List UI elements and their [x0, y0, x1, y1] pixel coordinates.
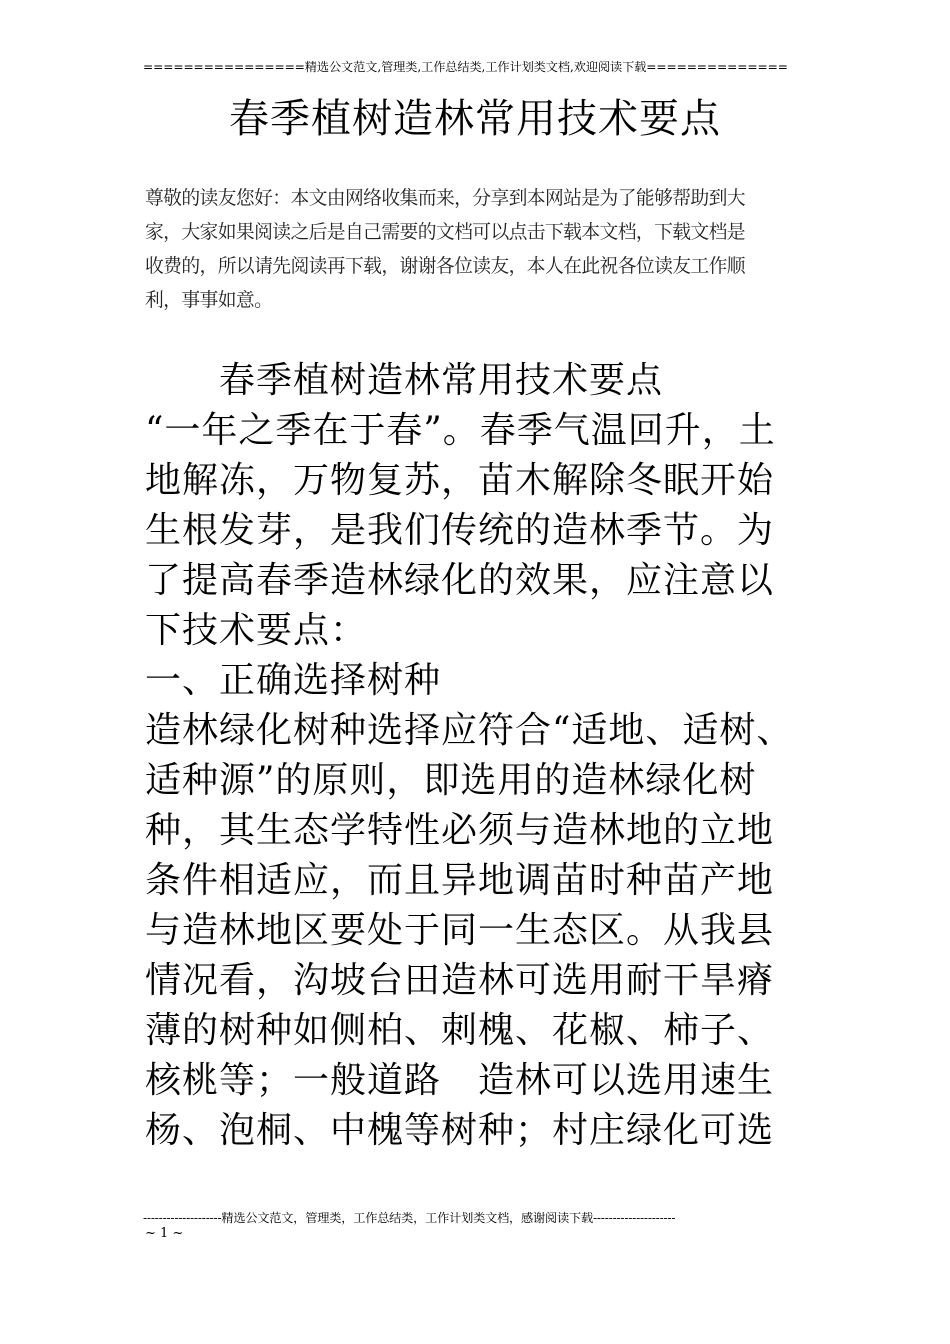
- body-line: 地解冻，万物复苏，苗木解除冬眠开始: [145, 460, 775, 501]
- document-title: 春季植树造林常用技术要点: [229, 96, 721, 142]
- notice-line: 收费的，所以请先阅读再下载，谢谢各位读友，本人在此祝各位读友工作顺: [145, 256, 745, 277]
- notice-line: 家，大家如果阅读之后是自己需要的文档可以点击下载本文档，下载文档是: [145, 222, 745, 243]
- body-line: 下技术要点：: [145, 610, 368, 651]
- document-body: [145, 356, 800, 1156]
- header-banner: ================精选公文范文,管理类,工作总结类,工作计划类文档,欢迎阅读下载==============: [143, 60, 788, 74]
- body-line: 造林绿化树种选择应符合“适地、适树、: [145, 710, 794, 751]
- body-line: 杨、泡桐、中槐等树种；村庄绿化可选: [145, 1110, 775, 1151]
- body-line: “一年之季在于春”。春季气温回升，土: [145, 410, 776, 451]
- page-number: ~ 1 ~: [145, 1226, 184, 1241]
- body-line: 生根发芽，是我们传统的造林季节。为: [145, 510, 775, 551]
- body-line: 适种源”的原则，即选用的造林绿化树: [145, 760, 757, 801]
- notice-line: 利，事事如意。: [145, 290, 273, 311]
- reader-notice: [145, 182, 800, 318]
- body-line: 与造林地区要处于同一生态区。从我县: [145, 910, 775, 951]
- body-line: 核桃等；一般道路 造林可以选用速生: [145, 1060, 775, 1101]
- notice-line: 尊敬的读友您好：本文由网络收集而来，分享到本网站是为了能够帮助到大: [145, 188, 745, 209]
- body-line: 条件相适应，而且异地调苗时种苗产地: [145, 860, 775, 901]
- body-line: 薄的树种如侧柏、刺槐、花椒、柿子、: [145, 1010, 775, 1051]
- body-subtitle: 春季植树造林常用技术要点: [219, 360, 664, 401]
- section-heading: 一、正确选择树种: [145, 660, 442, 701]
- footer-banner: --------------------精选公文范文，管理类，工作总结类，工作计划类文档，感谢阅读下载---------------------: [143, 1211, 676, 1225]
- body-line: 种，其生态学特性必须与造林地的立地: [145, 810, 775, 851]
- body-line: 了提高春季造林绿化的效果，应注意以: [145, 560, 775, 601]
- body-line: 情况看，沟坡台田造林可选用耐干旱瘠: [145, 960, 775, 1001]
